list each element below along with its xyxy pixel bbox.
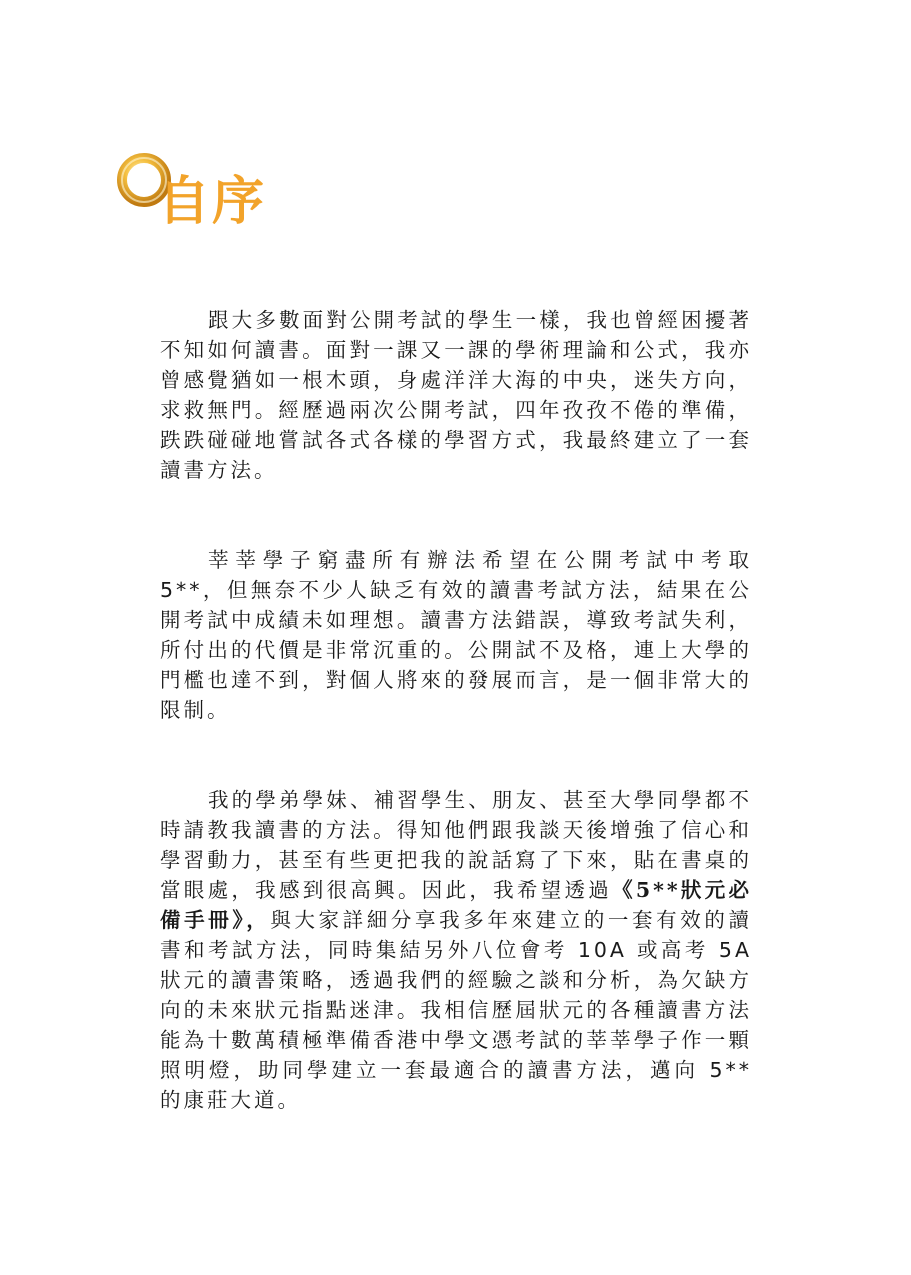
paragraph-2: 莘莘學子窮盡所有辦法希望在公開考試中考取 5**，但無奈不少人缺乏有效的讀書考試方法，結果在公開考試中成績未如理想。讀書方法錯誤，導致考試失利，所付出的代價是非常沉重的。公開試不及格，連上大學的門檻也達不到，對個人將來的發展而言，是一個非常大的限制。 <box>160 548 752 722</box>
paragraph-3 <box>160 785 752 1115</box>
paragraph-1: 跟大多數面對公開考試的學生一樣，我也曾經困擾著不知如何讀書。面對一課又一課的學術理論和公式，我亦曾感覺猶如一根木頭，身處洋洋大海的中央，迷失方向，求救無門。經歷過兩次公開考試，四年孜孜不倦的準備，跌跌碰碰地嘗試各式各樣的學習方式，我最終建立了一套讀書方法。 <box>160 308 752 482</box>
page-title: 自序 <box>158 171 267 232</box>
paragraph-3-after: 與大家詳細分享我多年來建立的一套有效的讀書和考試方法，同時集結另外八位會考 10A 或高考 5A 狀元的讀書策略，透過我們的經驗之談和分析，為欠缺方向的未來狀元指點迷津。我相信歷屆狀元的各種讀書方法能為十數萬積極準備香港中學文憑考試的莘莘學子作一顆照明燈，助同學建立一套最適合的讀書方法，邁向 5**的康莊大道。 <box>160 908 753 1112</box>
heading <box>108 150 308 260</box>
preface-body <box>160 300 752 1175</box>
paragraph-3-before: 我的學弟學妹、補習學生、朋友、甚至大學同學都不時請教我讀書的方法。得知他們跟我談天後增強了信心和學習動力，甚至有些更把我的說話寫了下來，貼在書桌的當眼處，我感到很高興。因此，我希望透過 <box>160 788 752 902</box>
book-title: 《5**狀元必備手冊》， <box>160 878 752 932</box>
